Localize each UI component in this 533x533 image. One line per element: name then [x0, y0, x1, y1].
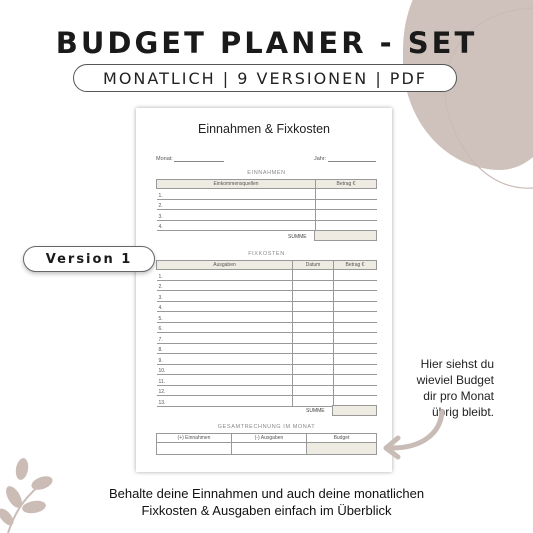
total-col-expense: (-) Ausgaben: [232, 434, 307, 443]
table-cell: [334, 280, 377, 291]
table-row: [157, 312, 377, 323]
row-number: 12.: [157, 385, 293, 396]
row-number: 11.: [157, 375, 293, 386]
table-row: [157, 301, 377, 312]
total-row: [157, 443, 377, 455]
footer-text: [0, 485, 533, 519]
fixed-table: [156, 260, 377, 407]
row-number: 3.: [157, 210, 316, 221]
table-row: [157, 375, 377, 386]
curved-arrow-icon: [380, 410, 450, 460]
table-row: [157, 364, 377, 375]
table-row: [157, 333, 377, 344]
table-cell: [334, 385, 377, 396]
table-row: [157, 270, 377, 281]
table-cell: [316, 210, 377, 221]
fixed-col-date: Datum: [293, 261, 334, 270]
fixed-sum-box: [332, 405, 377, 416]
table-cell: [293, 354, 334, 365]
income-col-amount: Betrag €: [316, 180, 377, 189]
row-number: 4.: [157, 301, 293, 312]
table-cell: [293, 301, 334, 312]
row-number: 6.: [157, 322, 293, 333]
table-cell: [293, 291, 334, 302]
table-cell: [334, 322, 377, 333]
row-number: 1.: [157, 189, 316, 200]
row-number: 10.: [157, 364, 293, 375]
side-note-line: übrig bleibt.: [431, 405, 494, 419]
fixed-sum-label: SUMME: [306, 408, 325, 414]
table-row: [157, 343, 377, 354]
total-expense-cell: [232, 443, 307, 455]
page-title: BUDGET PLANER - SET: [55, 26, 478, 60]
fixed-section-label: FIXKOSTEN: [248, 251, 285, 257]
row-number: 1.: [157, 270, 293, 281]
year-field: [314, 155, 376, 162]
row-number: 4.: [157, 220, 316, 231]
table-cell: [316, 220, 377, 231]
table-cell: [334, 375, 377, 386]
row-number: 2.: [157, 199, 316, 210]
table-cell: [334, 291, 377, 302]
total-table: [156, 433, 377, 455]
table-cell: [293, 385, 334, 396]
row-number: 13.: [157, 396, 293, 407]
subtitle-text: MONATLICH | 9 VERSIONEN | PDF: [103, 68, 427, 88]
side-note-line: wieviel Budget: [416, 373, 494, 387]
table-row: [157, 385, 377, 396]
table-cell: [334, 343, 377, 354]
table-cell: [293, 312, 334, 323]
total-col-budget: Budget: [307, 434, 377, 443]
month-label: Monat:: [156, 156, 173, 162]
table-cell: [293, 375, 334, 386]
income-col-source: Einkommensquellen: [157, 180, 316, 189]
table-cell: [334, 312, 377, 323]
income-sum-label: SUMME: [288, 234, 307, 240]
row-number: 7.: [157, 333, 293, 344]
table-cell: [293, 280, 334, 291]
table-cell: [316, 189, 377, 200]
table-row: [157, 280, 377, 291]
side-note-line: dir pro Monat: [423, 389, 494, 403]
table-cell: [293, 270, 334, 281]
table-cell: [334, 301, 377, 312]
table-cell: [293, 364, 334, 375]
table-cell: [293, 343, 334, 354]
table-cell: [293, 333, 334, 344]
row-number: 5.: [157, 312, 293, 323]
table-cell: [334, 333, 377, 344]
table-cell: [334, 364, 377, 375]
table-cell: [293, 396, 334, 407]
total-income-cell: [157, 443, 232, 455]
table-row: [157, 354, 377, 365]
table-row: [157, 199, 377, 210]
month-line: [174, 155, 224, 162]
table-cell: [293, 322, 334, 333]
year-label: Jahr:: [314, 156, 327, 162]
footer-line: Fixkosten & Ausgaben einfach im Überblick: [141, 503, 392, 518]
table-row: [157, 189, 377, 200]
row-number: 3.: [157, 291, 293, 302]
fixed-col-amount: Betrag €: [334, 261, 377, 270]
row-number: 2.: [157, 280, 293, 291]
row-number: 9.: [157, 354, 293, 365]
year-line: [328, 155, 376, 162]
row-number: 8.: [157, 343, 293, 354]
table-cell: [316, 199, 377, 210]
income-sum-box: [314, 230, 377, 241]
table-cell: [334, 354, 377, 365]
version-badge: [23, 246, 155, 272]
table-row: [157, 291, 377, 302]
total-budget-cell: [307, 443, 377, 455]
table-row: [157, 210, 377, 221]
side-note-line: Hier siehst du: [420, 357, 494, 371]
total-col-income: (+) Einnahmen: [157, 434, 232, 443]
income-table: [156, 179, 377, 231]
footer-line: Behalte deine Einnahmen und auch deine monatlichen: [108, 486, 425, 501]
income-section-label: EINNAHMEN: [247, 170, 286, 176]
total-section-label: GESAMTRECHNUNG IM MONAT: [217, 424, 316, 430]
planner-sheet: [136, 108, 392, 472]
month-field: [156, 155, 224, 162]
fixed-col-expense: Ausgaben: [157, 261, 293, 270]
sheet-title: Einnahmen & Fixkosten: [197, 122, 330, 136]
table-cell: [334, 270, 377, 281]
table-row: [157, 220, 377, 231]
subtitle-pill: [73, 64, 457, 92]
table-row: [157, 322, 377, 333]
version-label: Version 1: [45, 251, 133, 267]
